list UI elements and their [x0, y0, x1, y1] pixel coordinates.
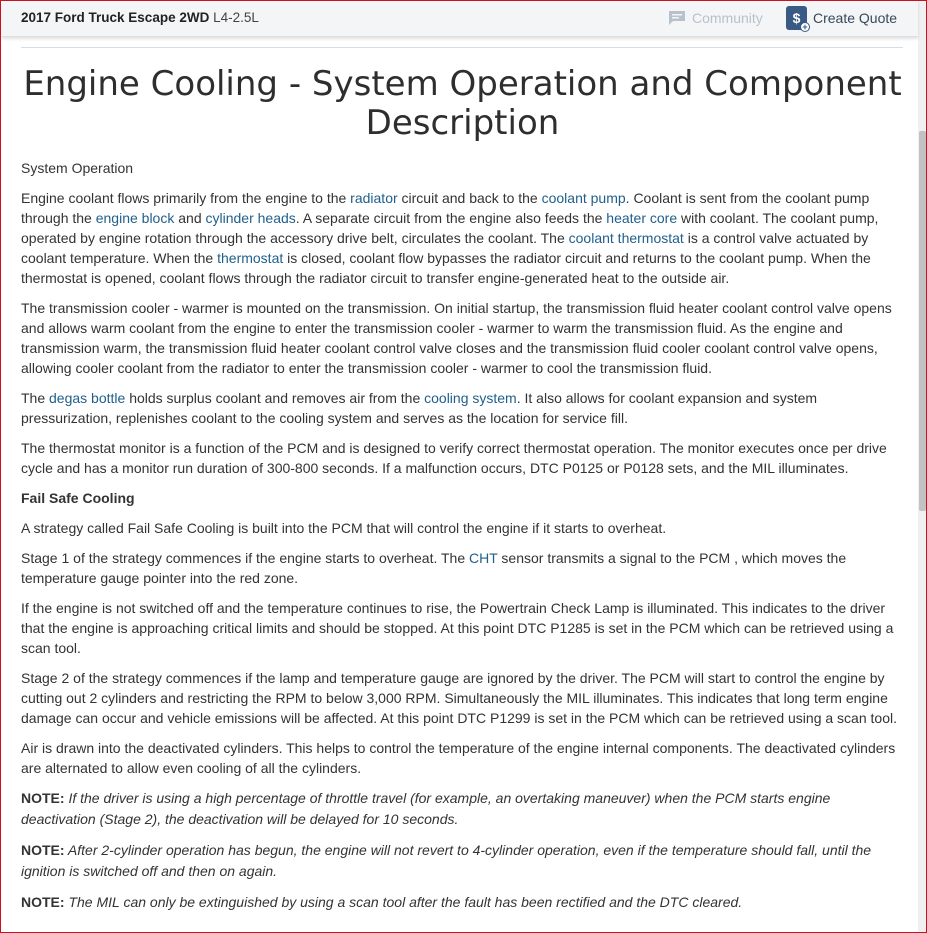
text: circuit and back to the [397, 190, 542, 206]
paragraph-stage-1 [21, 548, 904, 588]
create-quote-button[interactable] [786, 6, 897, 30]
scrolled-breadcrumb-peek [21, 37, 903, 48]
text: sensor transmits a signal to the PCM , which moves the temperature gauge pointer into the red zone. [21, 550, 847, 586]
text: and [174, 210, 206, 226]
plus-badge: + [800, 22, 810, 32]
vehicle-name: 2017 Ford Truck Escape 2WD [21, 10, 210, 25]
text: . A separate circuit from the engine also feeds the [295, 210, 607, 226]
text: with coolant. The coolant pump, operated by engine rotation through the accessory drive belt, circulates the coolant. The [21, 210, 879, 246]
text: The [21, 390, 50, 406]
dollar-document-icon [786, 6, 807, 30]
note-label: NOTE: [21, 842, 65, 858]
link-engine-block[interactable]: engine block [95, 210, 175, 226]
community-label: Community [692, 10, 763, 26]
note-mil-extinguish [21, 892, 904, 913]
paragraph-check-lamp: If the engine is not switched off and the temperature continues to rise, the Powertrain Check Lamp is illuminated. This indicates to the driver that the engine is approaching critical limits and should be stopped. At this point DTC P1285 is set in the PCM which can be retrieved using a scan tool. [21, 600, 894, 656]
text: Engine coolant flows primarily from the engine to the [21, 190, 351, 206]
paragraph-coolant-flow [21, 188, 904, 288]
section-label: System Operation [21, 160, 134, 176]
note-label: NOTE: [21, 790, 65, 806]
paragraph-transmission-cooler: The transmission cooler - warmer is mounted on the transmission. On initial startup, the transmission fluid heater coolant control valve opens and allows warm coolant from the engine to enter the transmission cooler - warmer to warm the transmission fluid. As the engine and transmission warm, the transmission fluid heater coolant control valve closes and the transmission fluid cooler coolant control valve opens, allowing cooler coolant from the radiator to enter the transmission cooler - warmer to cool the transmission fluid. [21, 300, 892, 376]
link-radiator[interactable]: radiator [350, 190, 398, 206]
text: is a control valve actuated by coolant temperature. When the [21, 230, 869, 266]
paragraph-stage-2: Stage 2 of the strategy commences if the lamp and temperature gauge are ignored by the driver. The PCM will start to control the engine by cutting out 2 cylinders and restricting the RPM to below 3,000 RPM. Simultaneously the MIL illuminates. This indicates that long term engine damage can occur and vehicle emissions will be affected. At this point DTC P1299 is set in the PCM which can be retrieved using a scan tool. [21, 670, 897, 726]
vehicle-engine: L4-2.5L [213, 10, 259, 25]
note-throttle-delay [21, 788, 904, 830]
link-degas-bottle[interactable]: degas bottle [49, 390, 126, 406]
text: Stage 1 of the strategy commences if the engine starts to overheat. The [21, 550, 469, 566]
paragraph-deactivated-cylinders: Air is drawn into the deactivated cylinders. This helps to control the temperature of the engine internal components. The deactivated cylinders are alternated to allow even cooling of all the cylinders. [21, 740, 896, 776]
text: . It also allows for coolant expansion and system pressurization, replenishes coolant to the cooling system and serves as the location for service fill. [21, 390, 818, 426]
dollar-glyph: $ [792, 10, 801, 26]
community-button[interactable] [668, 8, 763, 28]
vehicle-title [21, 10, 259, 25]
text: . Coolant is sent from the coolant pump through the [21, 190, 870, 226]
note-label: NOTE: [21, 894, 65, 910]
create-quote-label: Create Quote [813, 10, 898, 26]
paragraph-degas-bottle [21, 388, 904, 428]
paragraph-fail-safe-intro: A strategy called Fail Safe Cooling is built into the PCM that will control the engine if it starts to overheat. [21, 520, 667, 536]
link-cooling-system[interactable]: cooling system [424, 390, 517, 406]
link-coolant-pump[interactable]: coolant pump [541, 190, 626, 206]
article-content [21, 65, 904, 923]
text: is closed, coolant flow bypasses the radiator circuit and returns to the coolant pump. When the thermostat is opened, coolant flows through the radiator circuit to transfer engine-generated heat to the outside air. [21, 250, 871, 286]
link-coolant-thermostat[interactable]: coolant thermostat [568, 230, 684, 246]
note-text: The MIL can only be extinguished by using a scan tool after the fault has been rectified and the DTC cleared. [64, 894, 743, 910]
paragraph-thermostat-monitor: The thermostat monitor is a function of the PCM and is designed to verify correct thermostat operation. The monitor executes once per drive cycle and has a monitor run duration of 300-800 seconds. If a malfunction occurs, DTC P0125 or P0128 sets, and the MIL illuminates. [21, 440, 887, 476]
chat-bubble-icon [668, 10, 686, 26]
scrollbar-thumb[interactable] [919, 131, 926, 511]
link-cylinder-heads[interactable]: cylinder heads [205, 210, 296, 226]
note-text: If the driver is using a high percentage of throttle travel (for example, an overtaking maneuver) when the PCM starts engine deactivation (Stage 2), the deactivation will be delayed for 10 seconds. [21, 790, 831, 827]
note-text: After 2-cylinder operation has begun, the engine will not revert to 4-cylinder operation, even if the temperature should fall, until the ignition is switched off and then on again. [21, 842, 872, 879]
subheading-fail-safe-cooling: Fail Safe Cooling [21, 490, 135, 506]
page-title: Engine Cooling - System Operation and Component Description [23, 64, 902, 143]
link-thermostat[interactable]: thermostat [217, 250, 284, 266]
note-revert-operation [21, 840, 904, 882]
vehicle-header-bar [2, 1, 918, 37]
link-cht[interactable]: CHT [469, 550, 498, 566]
text: holds surplus coolant and removes air from the [125, 390, 425, 406]
link-heater-core[interactable]: heater core [606, 210, 678, 226]
